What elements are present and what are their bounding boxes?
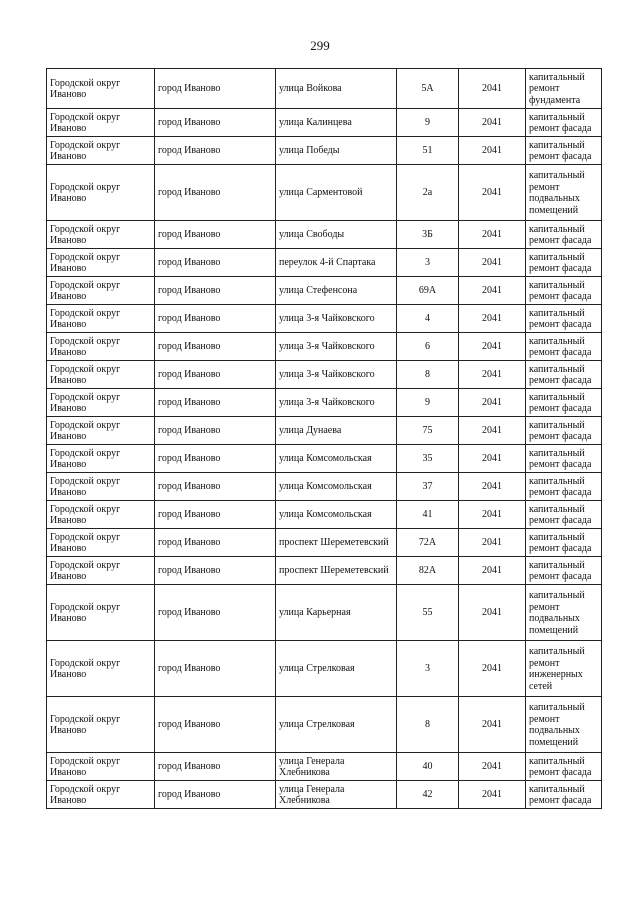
cell-municipal-district: Городской округ Иваново: [47, 641, 155, 697]
cell-settlement: город Иваново: [155, 557, 276, 585]
cell-year: 2041: [459, 781, 526, 809]
table-row: [47, 137, 602, 165]
cell-settlement: город Иваново: [155, 417, 276, 445]
table-row: [47, 697, 602, 753]
cell-house-number: 35: [397, 445, 459, 473]
cell-settlement: город Иваново: [155, 333, 276, 361]
cell-house-number: 9: [397, 109, 459, 137]
cell-work-type: капитальный ремонт фасада: [526, 277, 602, 305]
cell-year: 2041: [459, 529, 526, 557]
cell-municipal-district: Городской округ Иваново: [47, 277, 155, 305]
cell-house-number: 2а: [397, 165, 459, 221]
cell-house-number: 82А: [397, 557, 459, 585]
cell-municipal-district: Городской округ Иваново: [47, 109, 155, 137]
table-row: [47, 221, 602, 249]
cell-work-type: капитальный ремонт инженерных сетей: [526, 641, 602, 697]
cell-year: 2041: [459, 69, 526, 109]
cell-municipal-district: Городской округ Иваново: [47, 585, 155, 641]
table-row: [47, 333, 602, 361]
cell-municipal-district: Городской округ Иваново: [47, 697, 155, 753]
cell-municipal-district: Городской округ Иваново: [47, 445, 155, 473]
cell-work-type: капитальный ремонт подвальных помещений: [526, 165, 602, 221]
cell-year: 2041: [459, 305, 526, 333]
cell-street: улица 3-я Чайковского: [276, 333, 397, 361]
cell-year: 2041: [459, 445, 526, 473]
cell-year: 2041: [459, 697, 526, 753]
cell-municipal-district: Городской округ Иваново: [47, 361, 155, 389]
cell-municipal-district: Городской округ Иваново: [47, 137, 155, 165]
cell-work-type: капитальный ремонт фасада: [526, 389, 602, 417]
cell-house-number: 75: [397, 417, 459, 445]
cell-work-type: капитальный ремонт фасада: [526, 333, 602, 361]
cell-settlement: город Иваново: [155, 753, 276, 781]
table-row: [47, 641, 602, 697]
cell-street: проспект Шереметевский: [276, 529, 397, 557]
cell-settlement: город Иваново: [155, 445, 276, 473]
cell-street: улица Стрелковая: [276, 641, 397, 697]
table-body: [47, 69, 602, 809]
cell-settlement: город Иваново: [155, 473, 276, 501]
cell-house-number: 4: [397, 305, 459, 333]
cell-street: улица Карьерная: [276, 585, 397, 641]
cell-street: улица Стрелковая: [276, 697, 397, 753]
cell-municipal-district: Городской округ Иваново: [47, 753, 155, 781]
cell-work-type: капитальный ремонт фасада: [526, 417, 602, 445]
cell-work-type: капитальный ремонт фасада: [526, 361, 602, 389]
cell-municipal-district: Городской округ Иваново: [47, 529, 155, 557]
cell-year: 2041: [459, 389, 526, 417]
cell-house-number: 8: [397, 361, 459, 389]
cell-municipal-district: Городской округ Иваново: [47, 333, 155, 361]
cell-street: улица 3-я Чайковского: [276, 361, 397, 389]
cell-work-type: капитальный ремонт фасада: [526, 501, 602, 529]
cell-municipal-district: Городской округ Иваново: [47, 557, 155, 585]
cell-year: 2041: [459, 585, 526, 641]
cell-house-number: 3: [397, 641, 459, 697]
cell-settlement: город Иваново: [155, 249, 276, 277]
cell-municipal-district: Городской округ Иваново: [47, 69, 155, 109]
cell-house-number: 40: [397, 753, 459, 781]
table-row: [47, 417, 602, 445]
cell-year: 2041: [459, 417, 526, 445]
cell-work-type: капитальный ремонт подвальных помещений: [526, 697, 602, 753]
table-row: [47, 529, 602, 557]
cell-house-number: 42: [397, 781, 459, 809]
table-row: [47, 585, 602, 641]
cell-year: 2041: [459, 165, 526, 221]
cell-municipal-district: Городской округ Иваново: [47, 389, 155, 417]
table-row: [47, 389, 602, 417]
repair-schedule-table: [46, 68, 602, 809]
cell-street: улица Сарментовой: [276, 165, 397, 221]
cell-street: улица Комсомольская: [276, 473, 397, 501]
cell-year: 2041: [459, 753, 526, 781]
table-row: [47, 109, 602, 137]
cell-settlement: город Иваново: [155, 585, 276, 641]
cell-work-type: капитальный ремонт фасада: [526, 109, 602, 137]
cell-year: 2041: [459, 221, 526, 249]
cell-work-type: капитальный ремонт фасада: [526, 137, 602, 165]
cell-settlement: город Иваново: [155, 781, 276, 809]
cell-municipal-district: Городской округ Иваново: [47, 221, 155, 249]
cell-year: 2041: [459, 501, 526, 529]
cell-street: улица 3-я Чайковского: [276, 389, 397, 417]
cell-municipal-district: Городской округ Иваново: [47, 473, 155, 501]
cell-year: 2041: [459, 249, 526, 277]
table-row: [47, 305, 602, 333]
cell-house-number: 8: [397, 697, 459, 753]
cell-municipal-district: Городской округ Иваново: [47, 305, 155, 333]
table-row: [47, 249, 602, 277]
cell-year: 2041: [459, 641, 526, 697]
cell-house-number: 6: [397, 333, 459, 361]
cell-work-type: капитальный ремонт фасада: [526, 781, 602, 809]
table-row: [47, 445, 602, 473]
cell-street: улица Калинцева: [276, 109, 397, 137]
page-number: 299: [310, 38, 330, 53]
cell-street: улица Свободы: [276, 221, 397, 249]
cell-year: 2041: [459, 109, 526, 137]
cell-municipal-district: Городской округ Иваново: [47, 249, 155, 277]
cell-settlement: город Иваново: [155, 165, 276, 221]
cell-house-number: 41: [397, 501, 459, 529]
cell-work-type: капитальный ремонт фасада: [526, 529, 602, 557]
cell-settlement: город Иваново: [155, 221, 276, 249]
cell-work-type: капитальный ремонт фасада: [526, 221, 602, 249]
cell-street: улица Дунаева: [276, 417, 397, 445]
table-row: [47, 753, 602, 781]
cell-year: 2041: [459, 137, 526, 165]
cell-house-number: 5А: [397, 69, 459, 109]
cell-settlement: город Иваново: [155, 305, 276, 333]
cell-work-type: капитальный ремонт фасада: [526, 445, 602, 473]
cell-work-type: капитальный ремонт подвальных помещений: [526, 585, 602, 641]
cell-year: 2041: [459, 277, 526, 305]
table-row: [47, 501, 602, 529]
cell-street: улица Генерала Хлебникова: [276, 753, 397, 781]
table-row: [47, 277, 602, 305]
cell-municipal-district: Городской округ Иваново: [47, 165, 155, 221]
cell-settlement: город Иваново: [155, 69, 276, 109]
cell-year: 2041: [459, 473, 526, 501]
cell-house-number: 69А: [397, 277, 459, 305]
cell-municipal-district: Городской округ Иваново: [47, 417, 155, 445]
cell-settlement: город Иваново: [155, 277, 276, 305]
cell-work-type: капитальный ремонт фасада: [526, 753, 602, 781]
cell-settlement: город Иваново: [155, 137, 276, 165]
cell-work-type: капитальный ремонт фасада: [526, 473, 602, 501]
cell-work-type: капитальный ремонт фасада: [526, 249, 602, 277]
cell-house-number: 3Б: [397, 221, 459, 249]
cell-municipal-district: Городской округ Иваново: [47, 501, 155, 529]
cell-street: улица Генерала Хлебникова: [276, 781, 397, 809]
table-row: [47, 69, 602, 109]
cell-street: улица Комсомольская: [276, 445, 397, 473]
table-row: [47, 361, 602, 389]
cell-street: проспект Шереметевский: [276, 557, 397, 585]
cell-house-number: 72А: [397, 529, 459, 557]
cell-settlement: город Иваново: [155, 529, 276, 557]
cell-house-number: 55: [397, 585, 459, 641]
cell-house-number: 37: [397, 473, 459, 501]
cell-street: улица Войкова: [276, 69, 397, 109]
cell-settlement: город Иваново: [155, 109, 276, 137]
cell-work-type: капитальный ремонт фасада: [526, 305, 602, 333]
cell-street: улица Комсомольская: [276, 501, 397, 529]
cell-work-type: капитальный ремонт фундамента: [526, 69, 602, 109]
table-row: [47, 781, 602, 809]
cell-settlement: город Иваново: [155, 697, 276, 753]
cell-municipal-district: Городской округ Иваново: [47, 781, 155, 809]
cell-work-type: капитальный ремонт фасада: [526, 557, 602, 585]
cell-year: 2041: [459, 333, 526, 361]
cell-settlement: город Иваново: [155, 361, 276, 389]
cell-street: переулок 4-й Спартака: [276, 249, 397, 277]
cell-house-number: 3: [397, 249, 459, 277]
cell-house-number: 51: [397, 137, 459, 165]
cell-street: улица Победы: [276, 137, 397, 165]
cell-house-number: 9: [397, 389, 459, 417]
cell-settlement: город Иваново: [155, 389, 276, 417]
cell-settlement: город Иваново: [155, 641, 276, 697]
cell-year: 2041: [459, 557, 526, 585]
cell-settlement: город Иваново: [155, 501, 276, 529]
table-row: [47, 473, 602, 501]
cell-street: улица Стефенсона: [276, 277, 397, 305]
table-row: [47, 165, 602, 221]
table-row: [47, 557, 602, 585]
cell-year: 2041: [459, 361, 526, 389]
cell-street: улица 3-я Чайковского: [276, 305, 397, 333]
